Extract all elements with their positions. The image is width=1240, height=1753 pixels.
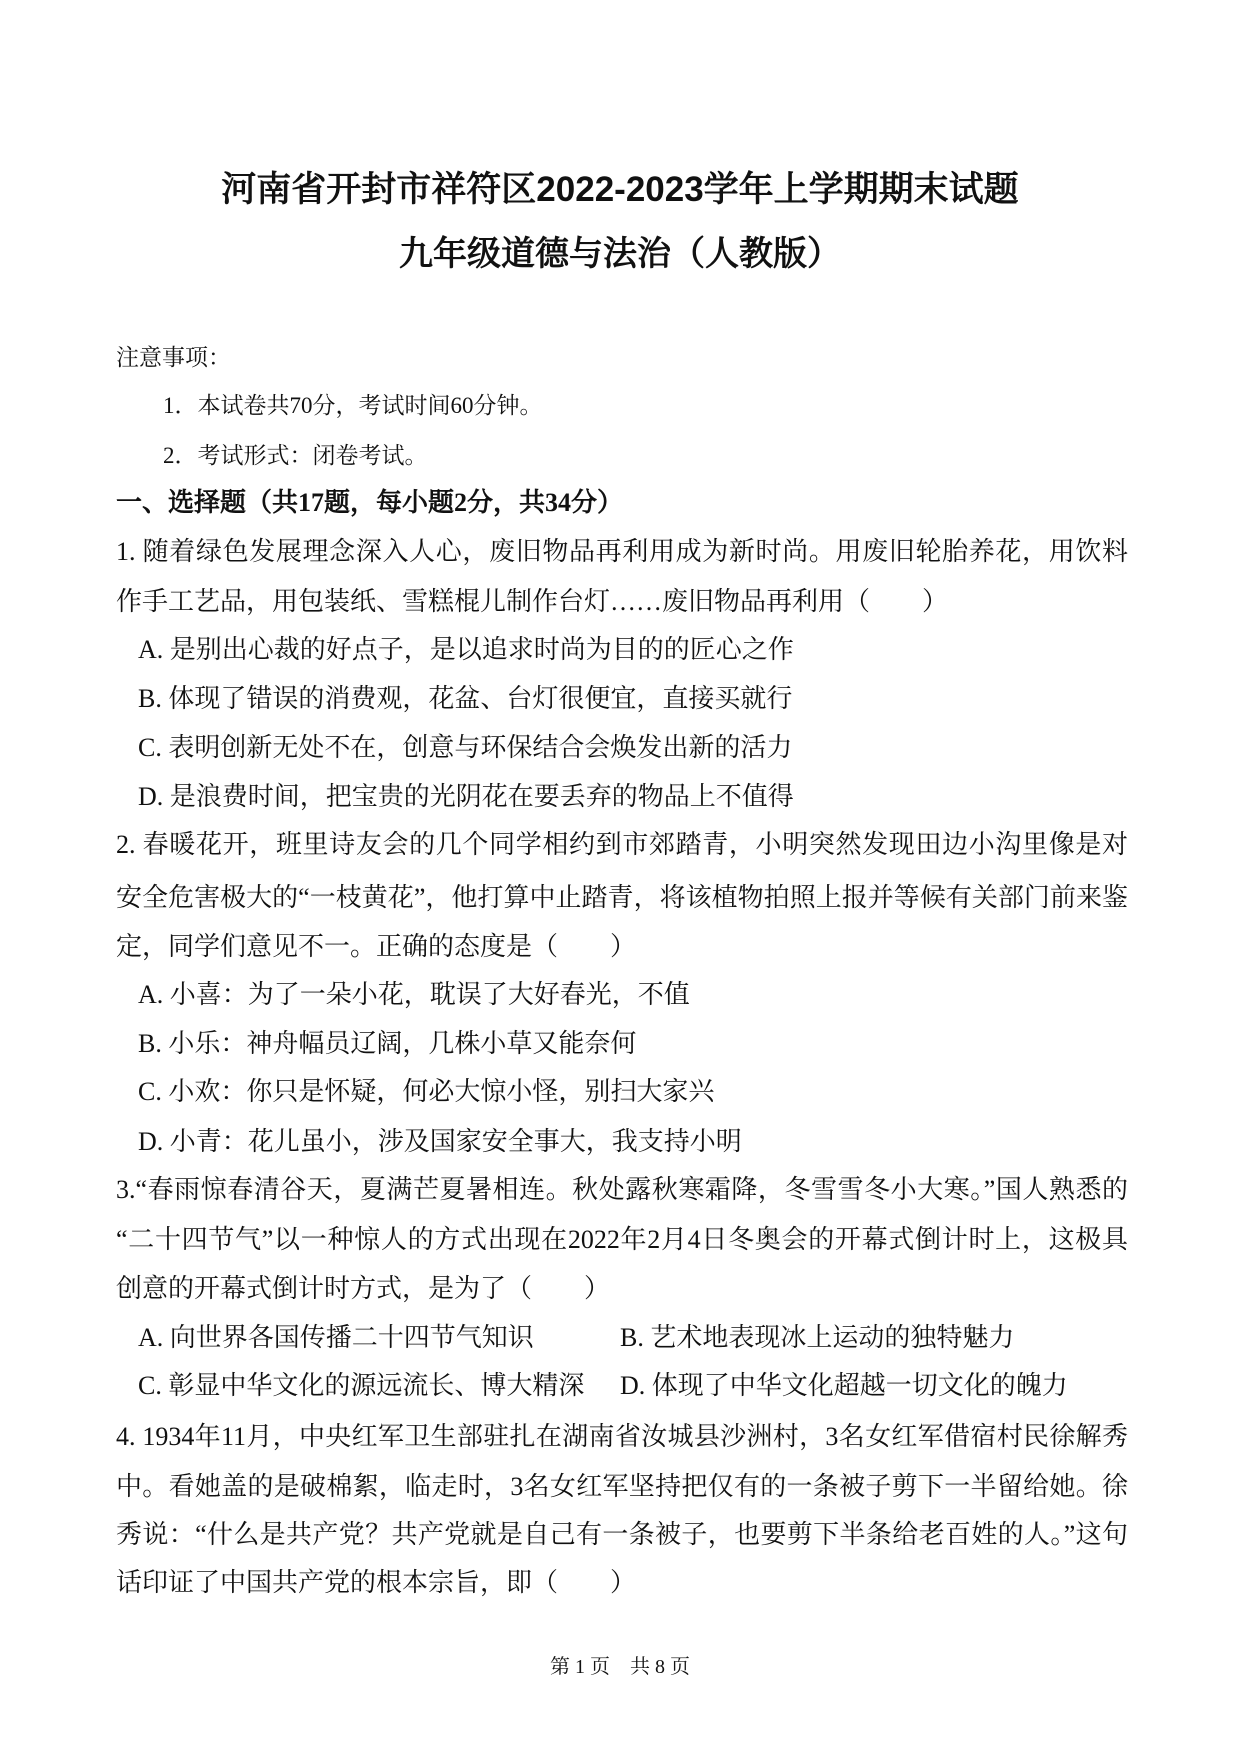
question-3-line: 3.“春雨惊春清谷天，夏满芒夏暑相连。秋处露秋寒霜降，冬雪雪冬小大寒。”国人熟悉的 [116, 1175, 1128, 1204]
question-3-option-c: C. 彰显中华文化的源远流长、博大精深 [138, 1371, 585, 1400]
page-footer: 第 1 页 共 8 页 [550, 1656, 690, 1678]
exam-title: 河南省开封市祥符区2022-2023学年上学期期末试题 [221, 170, 1019, 209]
question-3-option-a: A. 向世界各国传播二十四节气知识 [138, 1323, 534, 1352]
question-1-option-d: D. 是浪费时间，把宝贵的光阴花在要丢弃的物品上不值得 [138, 782, 794, 811]
section-heading: 一、选择题（共17题，每小题2分，共34分） [116, 488, 624, 517]
question-2-option-b: B. 小乐：神舟幅员辽阔，几株小草又能奈何 [138, 1029, 637, 1058]
question-2-line: 定，同学们意见不一。正确的态度是（ ） [116, 932, 637, 961]
question-4-line: 中。看她盖的是破棉絮，临走时，3名女红军坚持把仅有的一条被子剪下一半留给她。徐 [116, 1472, 1128, 1501]
question-2-line: 2. 春暖花开，班里诗友会的几个同学相约到市郊踏青，小明突然发现田边小沟里像是对 [116, 830, 1128, 859]
question-2-line: 安全危害极大的“一枝黄花”，他打算中止踏青，将该植物拍照上报并等候有关部门前来鉴 [116, 883, 1128, 912]
question-1-line: 1. 随着绿色发展理念深入人心，废旧物品再利用成为新时尚。用废旧轮胎养花，用饮料 [116, 537, 1128, 566]
question-1-line: 作手工艺品，用包装纸、雪糕棍儿制作台灯……废旧物品再利用（ ） [116, 587, 949, 616]
question-2-option-c: C. 小欢：你只是怀疑，何必大惊小怪，别扫大家兴 [138, 1077, 715, 1106]
question-4-line: 秀说：“什么是共产党？共产党就是自己有一条被子，也要剪下半条给老百姓的人。”这句 [116, 1520, 1128, 1549]
note-item: 2．考试形式：闭卷考试。 [163, 443, 428, 468]
question-1-option-b: B. 体现了错误的消费观，花盆、台灯很便宜，直接买就行 [138, 684, 793, 713]
question-3-option-b: B. 艺术地表现冰上运动的独特魅力 [620, 1323, 1015, 1352]
exam-subtitle: 九年级道德与法治（人教版） [399, 235, 841, 273]
question-4-line: 话印证了中国共产党的根本宗旨，即（ ） [116, 1568, 637, 1597]
question-4-line: 4. 1934年11月，中央红军卫生部驻扎在湖南省汝城县沙洲村，3名女红军借宿村民徐解秀 [116, 1422, 1128, 1451]
note-item: 1．本试卷共70分，考试时间60分钟。 [163, 393, 543, 418]
question-3-option-d: D. 体现了中华文化超越一切文化的魄力 [620, 1371, 1068, 1400]
question-3-line: “二十四节气”以一种惊人的方式出现在2022年2月4日冬奥会的开幕式倒计时上，这极具 [116, 1225, 1128, 1254]
question-1-option-c: C. 表明创新无处不在，创意与环保结合会焕发出新的活力 [138, 733, 793, 762]
question-3-line: 创意的开幕式倒计时方式，是为了（ ） [116, 1274, 611, 1303]
question-2-option-d: D. 小青：花儿虽小，涉及国家安全事大，我支持小明 [138, 1127, 742, 1156]
question-2-option-a: A. 小喜：为了一朵小花，耽误了大好春光，不值 [138, 980, 690, 1009]
notes-heading: 注意事项： [116, 345, 231, 370]
question-1-option-a: A. 是别出心裁的好点子，是以追求时尚为目的的匠心之作 [138, 635, 794, 664]
